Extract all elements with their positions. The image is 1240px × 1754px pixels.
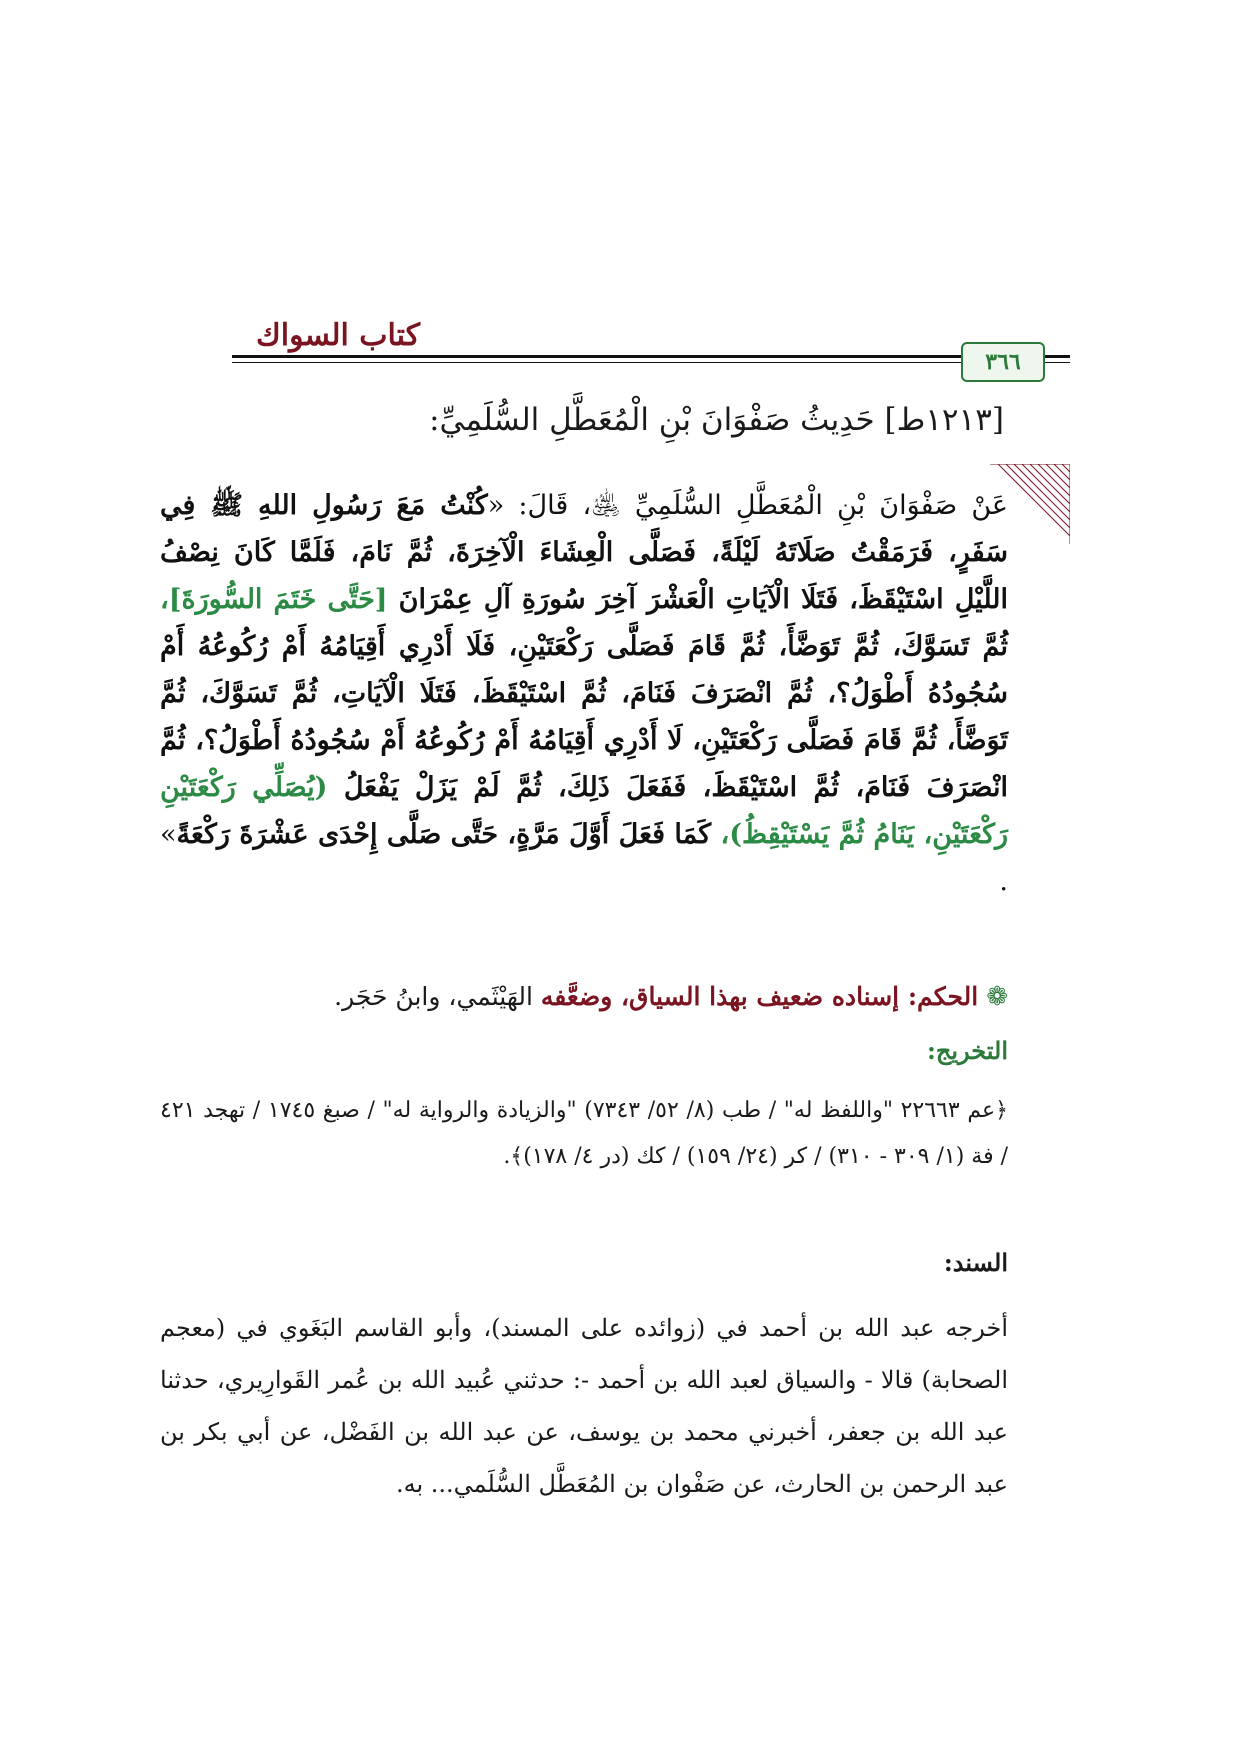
ruling-rest: الهَيْثَمي، وابنُ حَجَر.: [334, 982, 541, 1011]
sanad-heading: السند:: [943, 1248, 1008, 1277]
flower-icon: ❁: [986, 982, 1008, 1012]
hadith-title: [184, 402, 1004, 438]
ruling-text: إسناده ضعيف بهذا السياق، وضعَّفه: [540, 982, 908, 1011]
hadith-intro: عَنْ صَفْوَانَ بْنِ الْمُعَطَّلِ السُّلَمِيِّ ﵁، قَالَ: «: [487, 490, 1008, 521]
page-number-badge: [961, 342, 1045, 382]
hadith-body-2: ثُمَّ تَسَوَّكَ، ثُمَّ تَوَضَّأَ، ثُمَّ قَامَ فَصَلَّى رَكْعَتَيْنِ، فَلَا أَدْرِي أَقِيَامُهُ أَمْ رُكُوعُهُ أَمْ سُجُودُهُ أَطْوَلُ؟، ثُمَّ انْصَرَفَ فَنَامَ، ثُمَّ اسْتَيْقَظَ، فَتَلَا الْآيَاتِ، ثُمَّ تَسَوَّكَ، ثُمَّ تَوَضَّأَ، ثُمَّ قَامَ فَصَلَّى رَكْعَتَيْنِ، لَا أَدْرِي أَقِيَامُهُ أَمْ رُكُوعُهُ أَمْ سُجُودُهُ أَطْوَلُ؟، ثُمَّ انْصَرَفَ فَنَامَ، ثُمَّ اسْتَيْقَظَ، فَفَعَلَ ذَلِكَ، ثُمَّ لَمْ يَزَلْ يَفْعَلُ: [160, 631, 1008, 803]
sanad-text: أخرجه عبد الله بن أحمد في (زوائده على المسند)، وأبو القاسم البَغَوي في (معجم الصحابة) قالا - والسياق لعبد الله بن أحمد -: حدثني عُبيد الله بن عُمر القَوارِيري، حدثنا عبد الله بن جعفر، أخبرني محمد بن يوسف، عن عبد الله بن الفَضْل، عن أبي بكر بن عبد الرحمن بن الحارث، عن صَفْوان بن المُعَطَّل السُّلَمي... به.: [160, 1314, 1008, 1498]
hadith-title-text: حَدِيثُ صَفْوَانَ بْنِ الْمُعَطَّلِ السُّلَمِيِّ:: [429, 402, 875, 438]
hadith-addition-1: [حَتَّى خَتَمَ السُّورَةَ]،: [160, 584, 399, 615]
book-title: كتاب السواك: [256, 318, 420, 353]
header-rule: [232, 355, 1002, 363]
header-rule-end: [1042, 355, 1070, 363]
hadith-closing: » .: [160, 819, 1008, 897]
hadith-text: [160, 482, 1008, 905]
takhrij-heading: التخريج:: [927, 1036, 1008, 1065]
hadith-number: [١٢١٣ط]: [884, 402, 1004, 438]
hadith-body-3: كَمَا فَعَلَ أَوَّلَ مَرَّةٍ، حَتَّى صَلَّى إِحْدَى عَشْرَةَ رَكْعَةً: [176, 819, 721, 850]
ruling-label: الحكم:: [907, 982, 979, 1011]
hadith-body-1: كُنْتُ مَعَ رَسُولِ اللهِ ﷺ فِي سَفَرٍ، فَرَمَقْتُ صَلَاتَهُ لَيْلَةً، فَصَلَّى الْعِشَاءَ الْآخِرَةَ، ثُمَّ نَامَ، فَلَمَّا كَانَ نِصْفُ اللَّيْلِ اسْتَيْقَظَ، فَتَلَا الْآيَاتِ الْعَشْرَ آخِرَ سُورَةِ آلِ عِمْرَانَ: [160, 490, 1008, 615]
takhrij-text: ﴿عم ٢٢٦٦٣ "واللفظ له" / طب (٨/ ٥٢/ ٧٣٤٣) "والزيادة والرواية له" / صبغ ١٧٤٥ / تهجد ٤٢١ / فة (١/ ٣٠٩ - ٣١٠) / كر (٢٤/ ١٥٩) / كك (در ٤/ ١٧٨)﴾.: [160, 1098, 1009, 1169]
hadith-addition-2: (يُصَلِّي رَكْعَتَيْنِ رَكْعَتَيْنِ، يَنَامُ ثُمَّ يَسْتَيْقِظُ)،: [160, 772, 1008, 850]
ruling: [160, 982, 1008, 1012]
page-number: ٣٦٦: [985, 349, 1021, 375]
